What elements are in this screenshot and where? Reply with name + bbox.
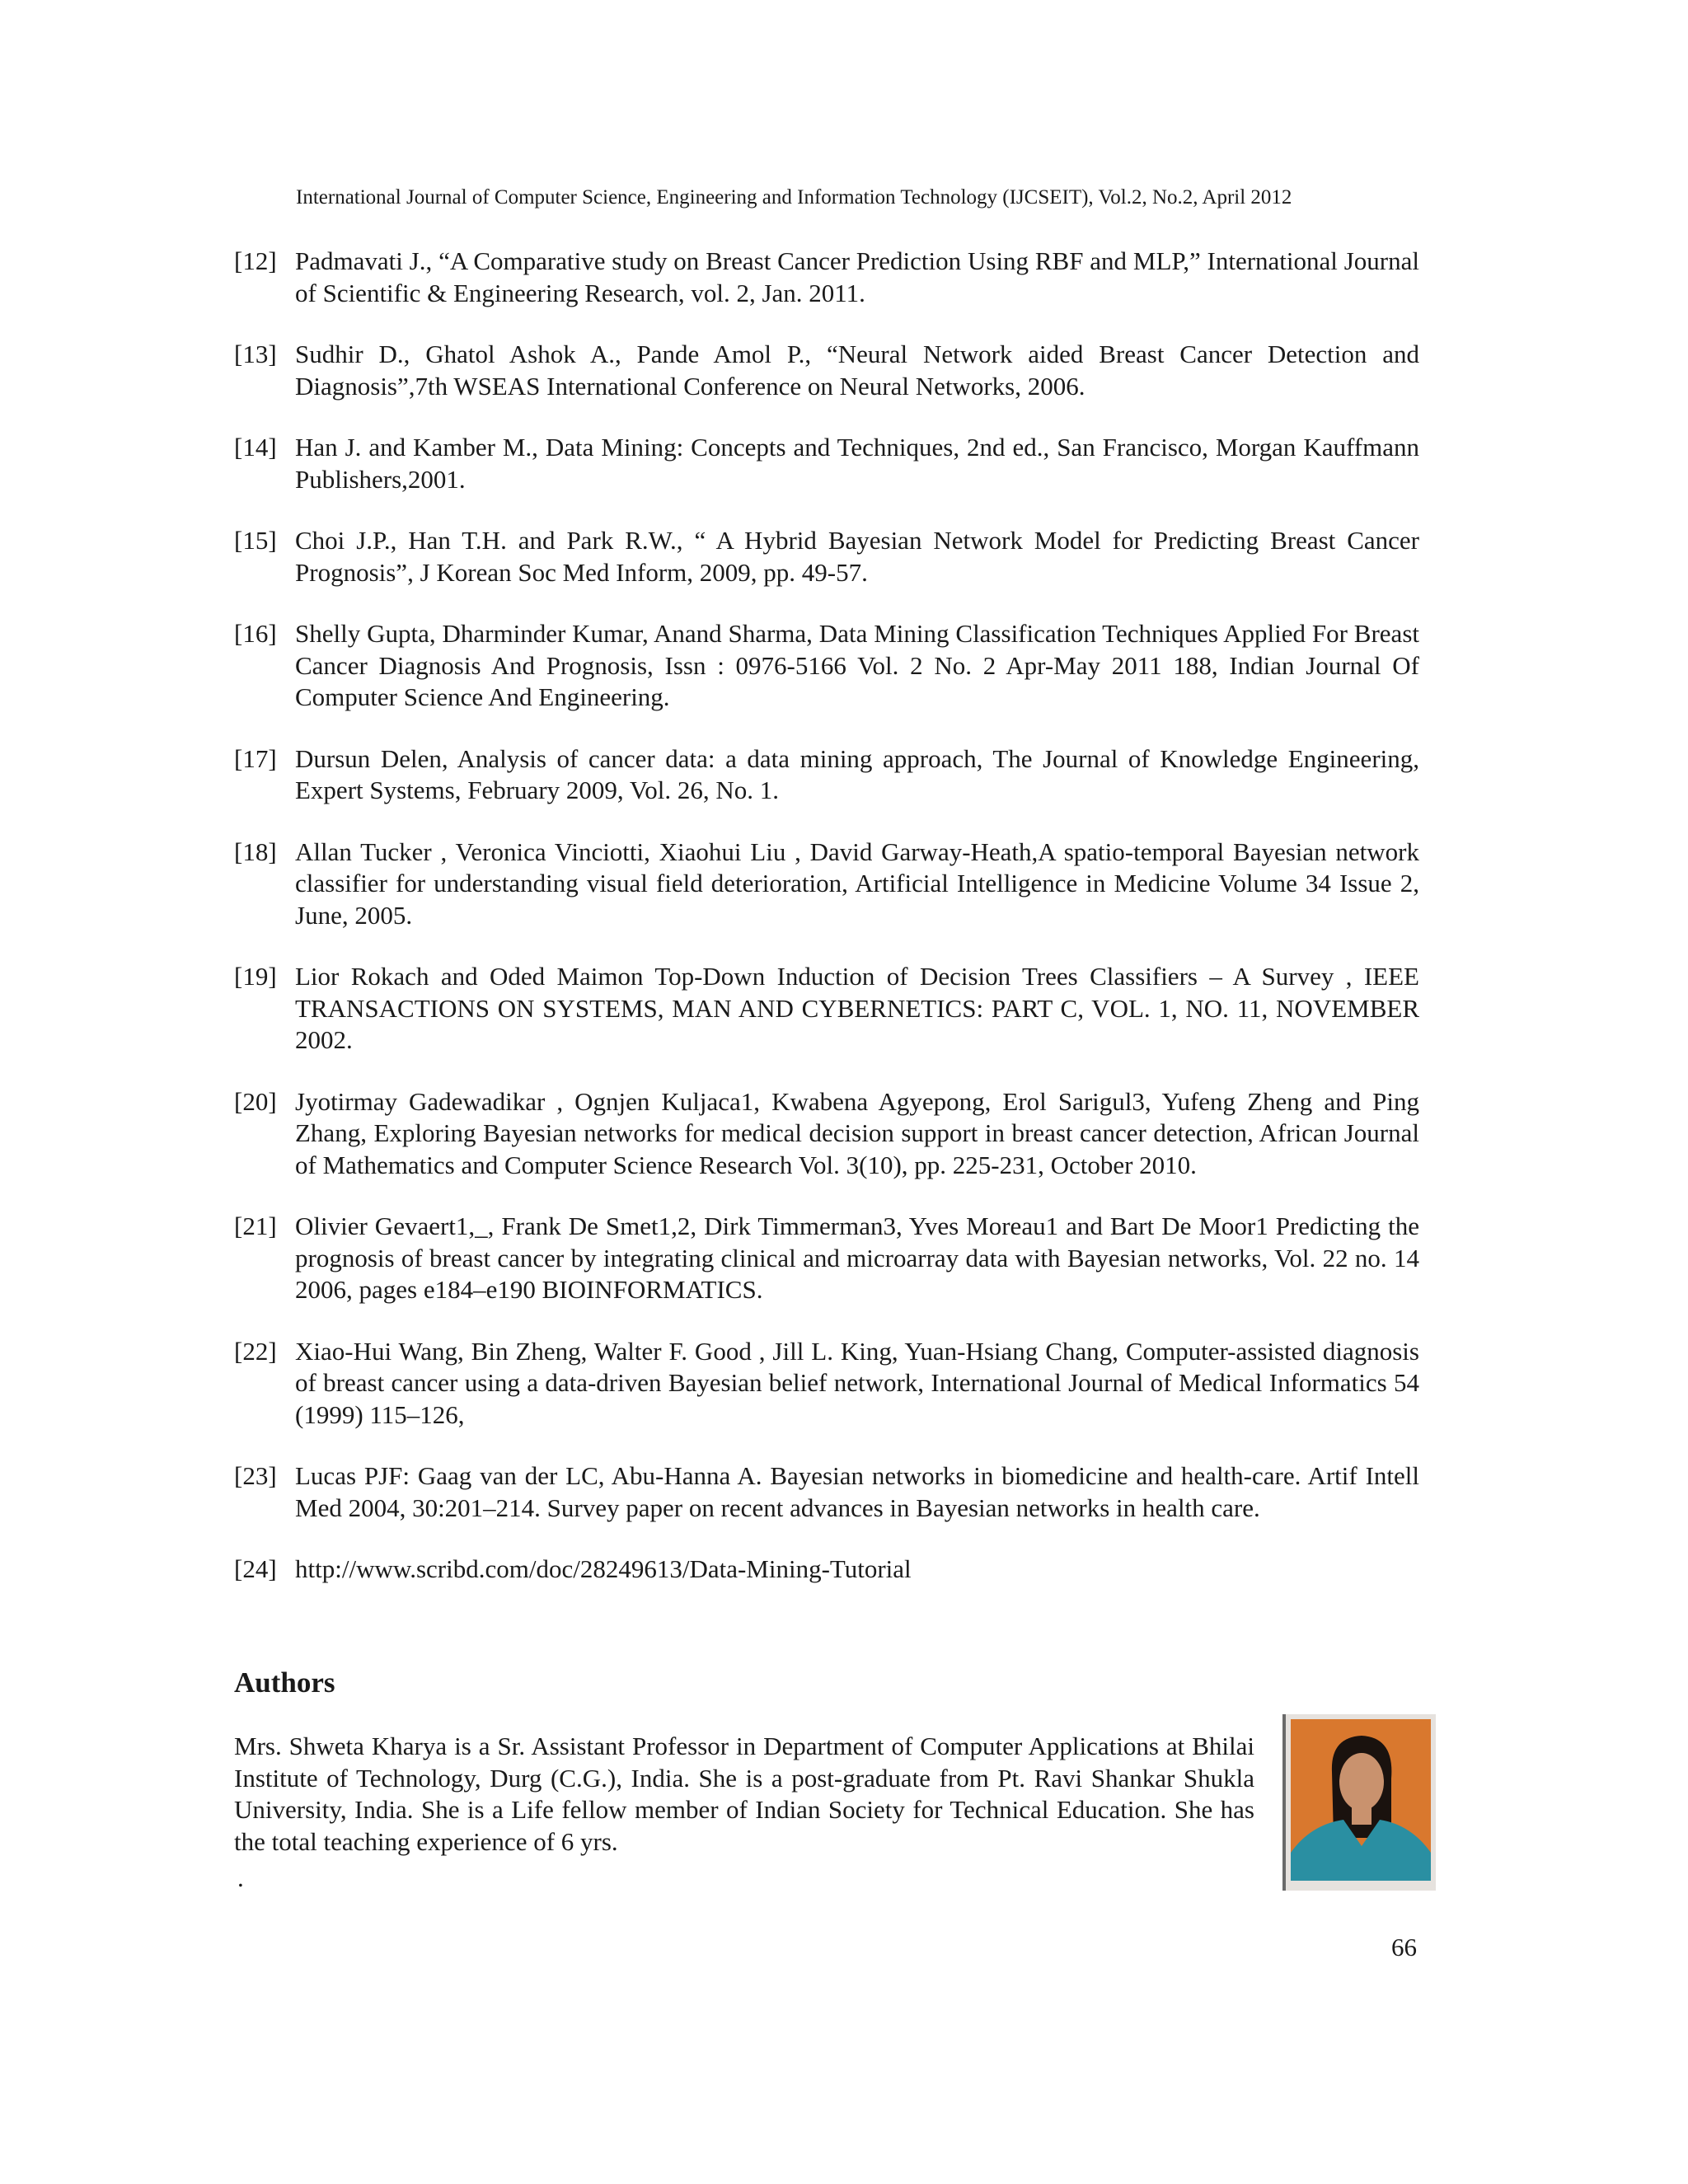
reference-number: [15]: [234, 526, 277, 555]
reference-text: Dursun Delen, Analysis of cancer data: a data mining approach, The Journal of Knowledge Engineering, Expert Systems, February 2009, Vol. 26, No. 1.: [295, 743, 1419, 804]
reference-item: [234, 618, 1419, 714]
section-heading-authors: Authors: [234, 1666, 335, 1699]
reference-text: Choi J.P., Han T.H. and Park R.W., “ A Hybrid Bayesian Network Model for Predicting Breast Cancer Prognosis”, J Korean Soc Med Inform, 2009, pp. 49-57.: [295, 526, 1419, 587]
reference-text: Lucas PJF: Gaag van der LC, Abu-Hanna A. Bayesian networks in biomedicine and health-care. Artif Intell Med 2004, 30:201–214. Survey paper on recent advances in Bayesian networks in health care.: [295, 1461, 1419, 1522]
reference-number: [19]: [234, 962, 277, 991]
running-header: International Journal of Computer Science, Engineering and Information Technology (IJCSEIT), Vol.2, No.2, April 2012: [296, 186, 1292, 209]
reference-text: Olivier Gevaert1,_, Frank De Smet1,2, Dirk Timmerman3, Yves Moreau1 and Bart De Moor1 Predicting the prognosis of breast cancer by integrating clinical and microarray data with Bayesian networks, Vol. 22 no. 14 2006, pages e184–e190 BIOINFORMATICS.: [295, 1212, 1419, 1304]
reference-item: [234, 1211, 1419, 1306]
reference-number: [16]: [234, 619, 277, 648]
reference-item: [234, 837, 1419, 932]
reference-text: Allan Tucker , Veronica Vinciotti, Xiaohui Liu , David Garway-Heath,A spatio-temporal Bayesian network classifier for understanding visual field deterioration, Artificial Intelligence in Medicine Volume 34 Issue 2, June, 2005.: [295, 837, 1419, 930]
reference-number: [21]: [234, 1212, 277, 1240]
reference-item: [234, 961, 1419, 1057]
author-bio: Mrs. Shweta Kharya is a Sr. Assistant Professor in Department of Computer Applications at Bhilai Institute of Technology, Durg (C.G.), India. She is a post-graduate from Pt. Ravi Shankar Shukla University, India. She is a Life fellow member of Indian Society for Technical Education. She has the total teaching experience of 6 yrs.: [234, 1732, 1254, 1856]
photo-neck: [1352, 1803, 1372, 1825]
reference-item: [234, 339, 1419, 402]
reference-text: Shelly Gupta, Dharminder Kumar, Anand Sharma, Data Mining Classification Techniques Applied For Breast Cancer Diagnosis And Prognosis, Issn : 0976-5166 Vol. 2 No. 2 Apr-May 2011 188, Indian Journal Of Computer Science And Engineering.: [295, 619, 1419, 711]
reference-text: Xiao-Hui Wang, Bin Zheng, Walter F. Good , Jill L. King, Yuan-Hsiang Chang, Computer-assisted diagnosis of breast cancer using a data-driven Bayesian belief network, International Journal of Medical Informatics 54 (1999) 115–126,: [295, 1336, 1419, 1429]
author-portrait-image: [1286, 1714, 1436, 1891]
reference-number: [20]: [234, 1086, 277, 1116]
reference-number: [14]: [234, 433, 277, 462]
reference-number: [12]: [234, 246, 277, 275]
trailing-mark: .: [237, 1863, 244, 1892]
reference-item: [234, 1086, 1419, 1182]
reference-item: [234, 525, 1419, 588]
reference-number: [24]: [234, 1554, 277, 1583]
reference-text: Lior Rokach and Oded Maimon Top-Down Induction of Decision Trees Classifiers – A Survey , IEEE TRANSACTIONS ON SYSTEMS, MAN AND CYBERNETICS: PART C, VOL. 1, NO. 11, NOVEMBER 2002.: [295, 962, 1419, 1054]
photo-face: [1339, 1753, 1384, 1811]
reference-number: [13]: [234, 340, 277, 368]
reference-item: [234, 1554, 1419, 1586]
reference-item: [234, 743, 1419, 807]
reference-text: Han J. and Kamber M., Data Mining: Concepts and Techniques, 2nd ed., San Francisco, Morgan Kauffmann Publishers,2001.: [295, 433, 1419, 494]
page-number: 66: [1391, 1933, 1417, 1961]
reference-text: Sudhir D., Ghatol Ashok A., Pande Amol P., “Neural Network aided Breast Cancer Detection and Diagnosis”,7th WSEAS International Conference on Neural Networks, 2006.: [295, 340, 1419, 401]
reference-number: [22]: [234, 1336, 277, 1366]
reference-item: [234, 246, 1419, 309]
reference-text: Jyotirmay Gadewadikar , Ognjen Kuljaca1, Kwabena Agyepong, Erol Sarigul3, Yufeng Zheng and Ping Zhang, Exploring Bayesian networks for medical decision support in breast cancer detection, African Journal of Mathematics and Computer Science Research Vol. 3(10), pp. 225-231, October 2010.: [295, 1086, 1419, 1179]
reference-item: [234, 1336, 1419, 1432]
reference-item: [234, 432, 1419, 495]
reference-number: [23]: [234, 1461, 277, 1490]
reference-item: [234, 1460, 1419, 1524]
reference-number: [18]: [234, 837, 277, 866]
reference-list: [234, 246, 1419, 1586]
reference-number: [17]: [234, 743, 277, 773]
author-photo: [1282, 1714, 1436, 1891]
reference-text: Padmavati J., “A Comparative study on Breast Cancer Prediction Using RBF and MLP,” International Journal of Scientific & Engineering Research, vol. 2, Jan. 2011.: [295, 246, 1419, 307]
reference-url[interactable]: http://www.scribd.com/doc/28249613/Data-Mining-Tutorial: [295, 1554, 912, 1583]
